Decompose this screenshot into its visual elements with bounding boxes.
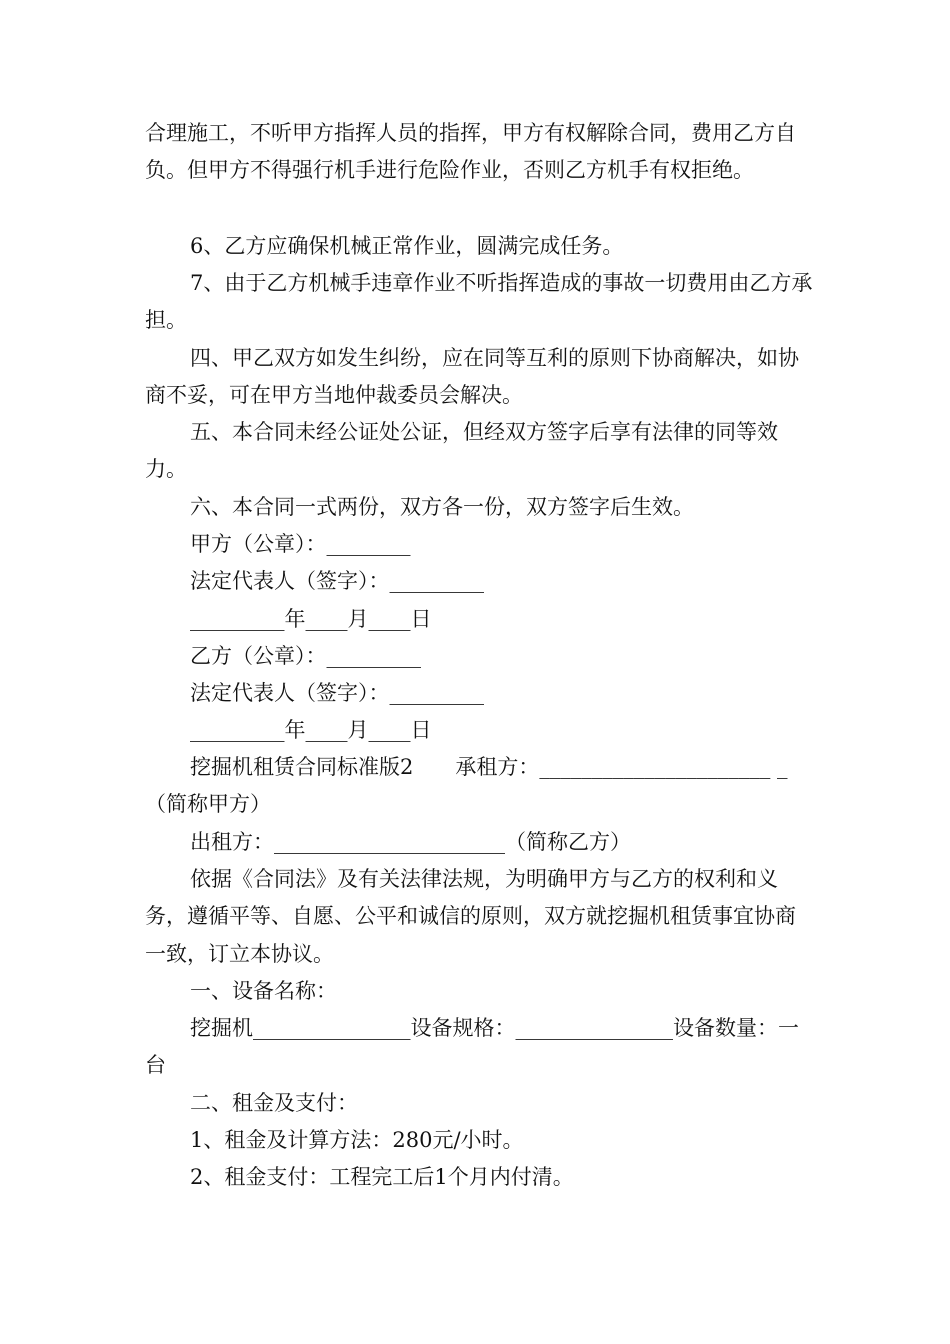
- paragraph-notarization: 五、本合同未经公证处公证，但经双方签字后享有法律的同等效力。: [145, 420, 778, 482]
- rent-calculation-line: 1、租金及计算方法：280元/小时。: [190, 1128, 524, 1152]
- party-b-date-line: _________年____月____日: [190, 718, 432, 742]
- heading-rent-payment: 二、租金及支付：: [190, 1091, 358, 1115]
- contract-2-title-lessee: 挖掘机租赁合同标准版2 承租方：______________________ _（简称甲方）: [145, 755, 788, 817]
- party-a-date-line: _________年____月____日: [190, 607, 432, 631]
- party-a-representative-line: 法定代表人（签字）：_________: [190, 569, 484, 593]
- equipment-details-line: 挖掘机_______________设备规格：_______________设备数量：一台: [145, 1016, 799, 1078]
- party-a-seal-line: 甲方（公章）：________: [190, 532, 411, 556]
- party-b-representative-line: 法定代表人（签字）：_________: [190, 681, 484, 705]
- party-b-seal-line: 乙方（公章）：_________: [190, 644, 421, 668]
- paragraph-dispute-resolution: 四、甲乙双方如发生纠纷，应在同等互利的原则下协商解决，如协商不妥，可在甲方当地仲裁委员会解决。: [145, 346, 799, 408]
- lessor-line: 出租方：______________________（简称乙方）: [190, 830, 631, 854]
- paragraph-copies: 六、本合同一式两份，双方各一份，双方签字后生效。: [190, 495, 694, 519]
- paragraph-clause-continuation: 合理施工，不听甲方指挥人员的指挥，甲方有权解除合同，费用乙方自负。但甲方不得强行机手进行危险作业，否则乙方机手有权拒绝。: [145, 121, 796, 183]
- paragraph-clause-7: 7、由于乙方机械手违章作业不听指挥造成的事故一切费用由乙方承担。: [145, 271, 813, 333]
- heading-equipment-name: 一、设备名称：: [190, 979, 337, 1003]
- rent-payment-line: 2、租金支付：工程完工后1个月内付清。: [190, 1165, 574, 1189]
- paragraph-clause-6: 6、乙方应确保机械正常作业，圆满完成任务。: [190, 234, 624, 258]
- paragraph-preamble: 依据《合同法》及有关法律法规，为明确甲方与乙方的权利和义务，遵循平等、自愿、公平和诚信的原则，双方就挖掘机租赁事宜协商一致，订立本协议。: [145, 867, 796, 966]
